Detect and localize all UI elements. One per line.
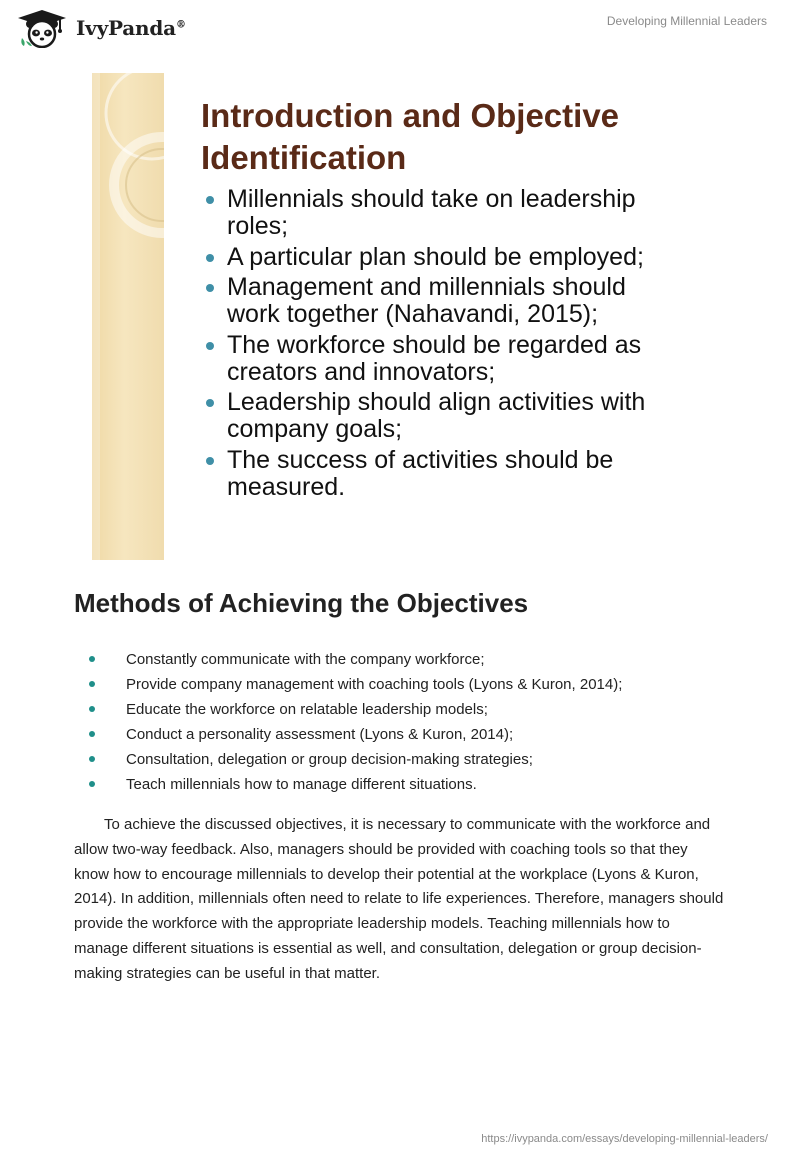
slide-bullet: Management and millennials should work together (Nahavandi, 2015); [206, 274, 706, 328]
slide-title-line-2: Identification [201, 139, 407, 176]
bullet-dot-icon [206, 399, 214, 407]
slide-bullet-list [206, 186, 706, 504]
bullet-dot-icon [89, 731, 95, 737]
slide-title-line-1: Introduction and Objective [201, 97, 620, 134]
slide-image [92, 73, 712, 560]
methods-list [88, 647, 748, 797]
slide-bullet: The success of activities should be measured. [206, 447, 706, 501]
list-item: Educate the workforce on relatable leadership models; [88, 697, 748, 722]
list-item: Provide company management with coaching tools (Lyons & Kuron, 2014); [88, 672, 748, 697]
bullet-dot-icon [206, 284, 214, 292]
bullet-dot-icon [89, 681, 95, 687]
bullet-dot-icon [206, 254, 214, 262]
bullet-dot-icon [89, 781, 95, 787]
bullet-dot-icon [89, 656, 95, 662]
list-item: Conduct a personality assessment (Lyons & Kuron, 2014); [88, 722, 748, 747]
bullet-dot-icon [89, 706, 95, 712]
ivypanda-logo[interactable] [14, 8, 186, 48]
slide-bullet: A particular plan should be employed; [206, 244, 706, 271]
bullet-dot-icon [206, 196, 214, 204]
list-item: Consultation, delegation or group decision-making strategies; [88, 747, 748, 772]
list-item: Teach millennials how to manage different situations. [88, 772, 748, 797]
page-header [0, 0, 800, 50]
bullet-dot-icon [206, 457, 214, 465]
source-url-link[interactable]: https://ivypanda.com/essays/developing-millennial-leaders/ [481, 1133, 768, 1145]
decorative-rings-icon [92, 73, 164, 560]
list-item: Constantly communicate with the company workforce; [88, 647, 748, 672]
slide-title [201, 95, 701, 179]
body-paragraph: To achieve the discussed objectives, it is necessary to communicate with the workforce and allow two-way feedback. Also, managers should be provided with coaching tools so that they know how to encourage millennials to develop their potential at the workplace (Lyons & Kuron, 2014). In addition, millennials often need to relate to life experiences. Therefore, managers should provide the workforce with the appropriate leadership models. Teaching millennials how to manage different situations is essential as well, and consultation, delegation or group decision-making strategies can be useful in that matter. [74, 816, 724, 982]
bullet-dot-icon [206, 342, 214, 350]
logo-text: IvyPanda® [76, 16, 186, 40]
panda-icon [14, 8, 70, 48]
slide-bullet: Millennials should take on leadership roles; [206, 186, 706, 240]
registered-mark: ® [175, 19, 186, 31]
section-heading: Methods of Achieving the Objectives [74, 588, 529, 618]
bullet-dot-icon [89, 756, 95, 762]
slide-bullet: Leadership should align activities with company goals; [206, 389, 706, 443]
document-title: Developing Millennial Leaders [606, 14, 767, 28]
slide-decoration-strip [92, 73, 164, 560]
slide-bullet: The workforce should be regarded as creators and innovators; [206, 332, 706, 386]
